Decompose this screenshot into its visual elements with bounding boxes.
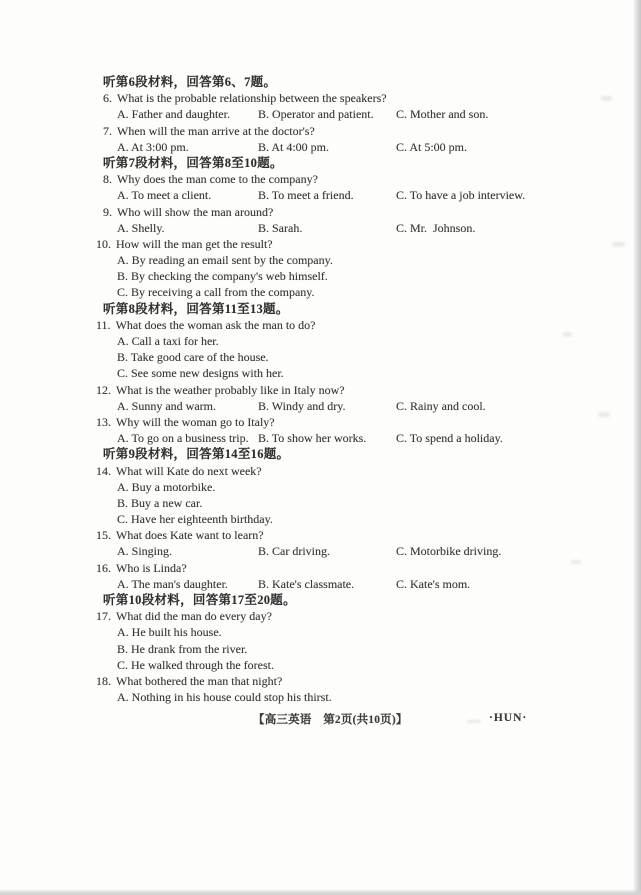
- question-text: What does the woman ask the man to do?: [115, 317, 316, 332]
- question-number: 17.: [96, 609, 111, 624]
- page-footer: [0, 711, 641, 729]
- option-b: B. Sarah.: [258, 220, 303, 235]
- question-number: 12.: [96, 382, 111, 397]
- option-b: B. Operator and patient.: [258, 107, 374, 122]
- option-b: B. Windy and dry.: [258, 398, 346, 413]
- question-line: [0, 204, 641, 220]
- option-a: A. To meet a client.: [117, 188, 212, 203]
- option-line: C. Have her eighteenth birthday.: [117, 512, 273, 527]
- option-line: A. By reading an email sent by the company.: [117, 253, 333, 268]
- question-line: [0, 317, 641, 333]
- option-row: [0, 576, 641, 592]
- question-line: [0, 608, 641, 624]
- option-c: C. Motorbike driving.: [396, 544, 502, 559]
- option-a: A. The man's daughter.: [117, 576, 228, 591]
- scan-smudge: [612, 242, 625, 247]
- option-row: [0, 187, 641, 203]
- option-c: C. Mr. Johnson.: [396, 220, 476, 235]
- section-header: 听第8段材料，回答第11至13题。: [103, 301, 289, 316]
- option-a: A. Singing.: [117, 544, 173, 559]
- question-number: 14.: [96, 463, 111, 478]
- question-line: [0, 560, 641, 576]
- question-text: What will Kate do next week?: [116, 463, 262, 478]
- option-row: [0, 398, 641, 414]
- option-line: C. By receiving a call from the company.: [117, 285, 315, 300]
- option-row: [0, 220, 641, 236]
- section-header: 听第6段材料，回答第6、7题。: [103, 75, 277, 89]
- option-c: C. Rainy and cool.: [396, 398, 486, 413]
- option-line: C. He walked through the forest.: [117, 657, 274, 672]
- option-c: C. At 5:00 pm.: [396, 139, 468, 154]
- option-line: A. He built his house.: [117, 625, 222, 640]
- option-row: [0, 139, 641, 155]
- question-number: 16.: [96, 560, 111, 575]
- question-number: 9.: [103, 204, 112, 219]
- option-line: B. Buy a new car.: [117, 495, 203, 510]
- option-b: B. To show her works.: [258, 431, 367, 446]
- question-line: [0, 414, 641, 430]
- question-text: What is the weather probably like in Italy now?: [116, 382, 345, 397]
- footer-page-label: 【高三英语 第2页(共10页)】: [253, 714, 408, 726]
- question-line: [0, 673, 641, 689]
- footer-code-label: ·HUN·: [489, 712, 528, 724]
- question-number: 13.: [96, 414, 111, 429]
- section-header: 听第10段材料，回答第17至20题。: [103, 593, 296, 607]
- question-text: Who is Linda?: [116, 560, 187, 575]
- option-row: [0, 430, 641, 446]
- question-line: [0, 527, 641, 543]
- option-line: B. By checking the company's web himself.: [117, 269, 328, 284]
- option-c: C. Mother and son.: [396, 107, 489, 122]
- question-text: When will the man arrive at the doctor's?: [117, 123, 315, 138]
- option-line: A. Nothing in his house could stop his thirst.: [117, 690, 332, 705]
- question-number: 7.: [103, 123, 112, 138]
- option-line: B. Take good care of the house.: [117, 350, 269, 365]
- option-b: B. At 4:00 pm.: [258, 139, 330, 154]
- option-line: A. Buy a motorbike.: [117, 479, 216, 494]
- option-line: C. See some new designs with her.: [117, 366, 284, 381]
- exam-body: [0, 74, 641, 705]
- option-row: [0, 543, 641, 559]
- option-a: A. Father and daughter.: [117, 107, 230, 122]
- question-line: [0, 90, 641, 106]
- question-text: Who will show the man around?: [117, 204, 274, 219]
- scan-edge-bottom: [0, 889, 641, 895]
- option-a: A. Sunny and warm.: [117, 398, 216, 413]
- question-text: Why will the woman go to Italy?: [116, 414, 275, 429]
- option-c: C. To spend a holiday.: [396, 431, 503, 446]
- question-number: 15.: [96, 528, 111, 543]
- scan-edge-right: [633, 0, 641, 895]
- question-text: What bothered the man that night?: [116, 673, 283, 688]
- scan-smudge: [563, 332, 572, 337]
- option-a: A. To go on a business trip.: [117, 431, 249, 446]
- scan-smudge: [571, 560, 581, 564]
- question-text: Why does the man come to the company?: [117, 172, 318, 187]
- option-a: A. At 3:00 pm.: [117, 139, 189, 154]
- option-row: [0, 106, 641, 122]
- question-line: [0, 463, 641, 479]
- option-line: B. He drank from the river.: [117, 641, 248, 656]
- option-a: A. Shelly.: [117, 220, 165, 235]
- option-c: C. To have a job interview.: [396, 188, 526, 203]
- question-line: [0, 382, 641, 398]
- option-b: B. Kate's classmate.: [258, 576, 355, 591]
- scan-smudge: [467, 720, 481, 723]
- question-text: What is the probable relationship between the speakers?: [117, 91, 387, 106]
- scan-smudge: [601, 96, 612, 101]
- question-text: What did the man do every day?: [116, 609, 272, 624]
- question-line: [0, 236, 641, 252]
- question-number: 8.: [103, 172, 112, 187]
- option-c: C. Kate's mom.: [396, 576, 471, 591]
- question-line: [0, 123, 641, 139]
- option-line: A. Call a taxi for her.: [117, 334, 219, 348]
- question-number: 6.: [103, 91, 112, 106]
- question-text: What does Kate want to learn?: [116, 528, 264, 543]
- question-text: How will the man get the result?: [116, 236, 273, 251]
- section-header: 听第7段材料，回答第8至10题。: [103, 155, 283, 170]
- option-b: B. To meet a friend.: [258, 188, 354, 203]
- scan-smudge: [598, 412, 610, 417]
- question-line: [0, 171, 641, 187]
- question-number: 10.: [96, 236, 111, 251]
- question-number: 11.: [96, 317, 111, 332]
- option-b: B. Car driving.: [258, 544, 330, 559]
- question-number: 18.: [96, 673, 111, 688]
- section-header: 听第9段材料，回答第14至16题。: [103, 447, 290, 462]
